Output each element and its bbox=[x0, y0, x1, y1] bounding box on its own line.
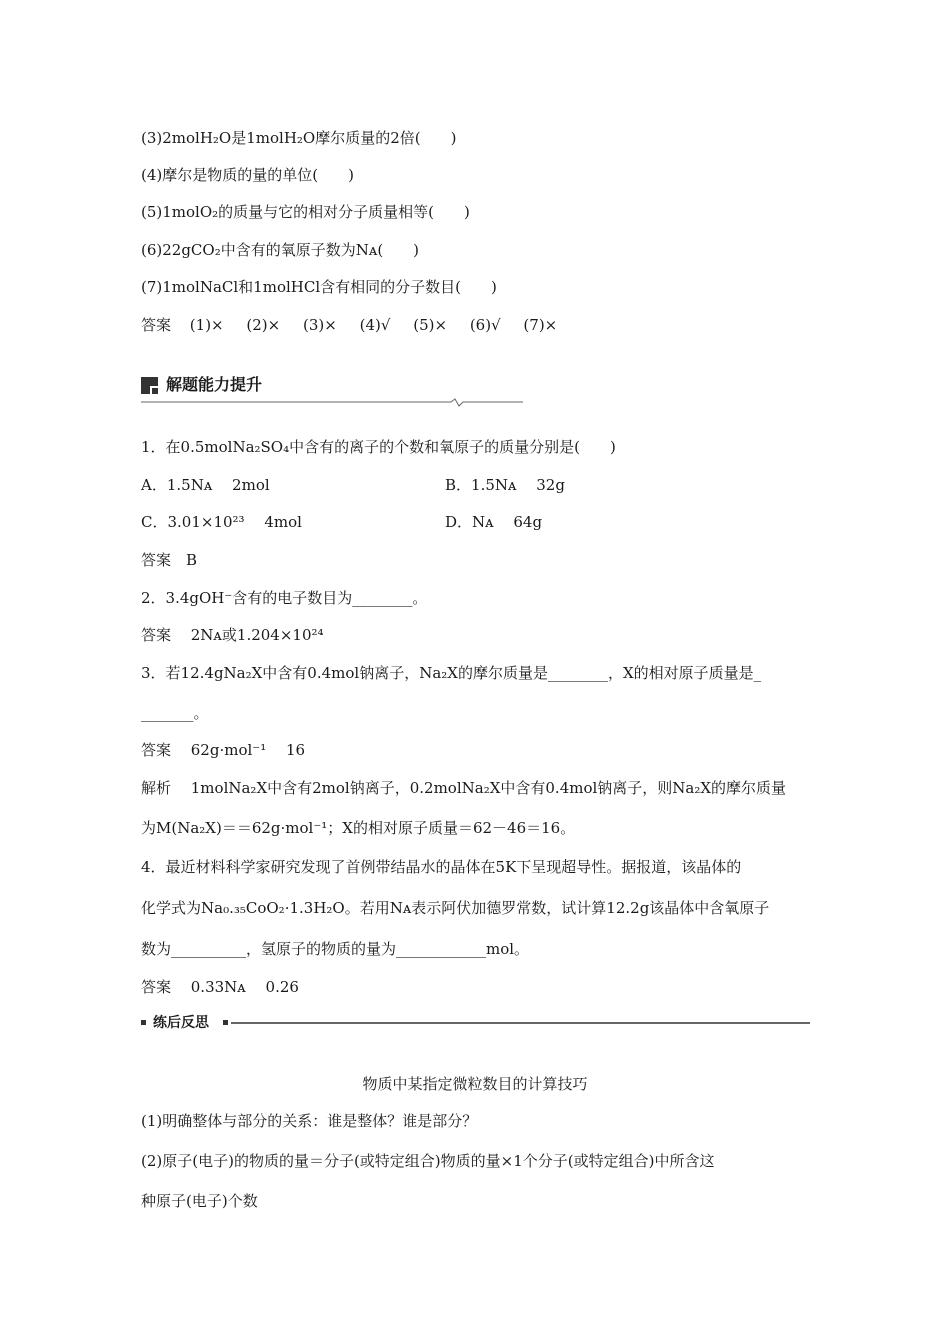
answer-3: (3)× bbox=[303, 316, 337, 334]
item-6: (6)22gCO₂中含有的氧原子数为Nᴀ( ) bbox=[141, 241, 420, 259]
reflection-header bbox=[141, 1013, 810, 1033]
item-3: (3)2molH₂O是1molH₂O摩尔质量的2倍( ) bbox=[141, 129, 457, 147]
reflection-bullet-left bbox=[141, 1020, 146, 1025]
problem-1-stem: 1．在0.5molNa₂SO₄中含有的离子的个数和氧原子的质量分别是( ) bbox=[141, 438, 616, 456]
answer-4: (4)√ bbox=[359, 316, 391, 334]
reflection-heading: 物质中某指定微粒数目的计算技巧 bbox=[362, 1075, 588, 1093]
answer-row-top bbox=[141, 315, 557, 335]
reflection-point-2-line-1: (2)原子(电子)的物质的量＝分子(或特定组合)物质的量×1个分子(或特定组合)中所含这 bbox=[141, 1152, 715, 1170]
section-icon bbox=[141, 377, 158, 394]
problem-3-stem-line-2: _______。 bbox=[141, 704, 209, 722]
answer-1: (1)× bbox=[189, 316, 224, 334]
problem-3-analysis-line-2: 为M(Na₂X)＝＝62g·mol⁻¹；X的相对原子质量＝62－46＝16。 bbox=[141, 819, 576, 837]
problem-4-answer: 答案 0.33Nᴀ 0.26 bbox=[141, 978, 299, 996]
problem-1-answer: 答案 B bbox=[141, 551, 198, 569]
problem-2-answer: 答案 2Nᴀ或1.204×10²⁴ bbox=[141, 626, 324, 644]
problem-4-line-1: 4．最近材料科学家研究发现了首例带结晶水的晶体在5K下呈现超导性。据报道，该晶体的 bbox=[141, 858, 742, 876]
section-header bbox=[141, 374, 523, 404]
answer-7: (7)× bbox=[523, 316, 558, 334]
item-4: (4)摩尔是物质的量的单位( ) bbox=[141, 166, 354, 184]
reflection-point-1: (1)明确整体与部分的关系：谁是整体？谁是部分？ bbox=[141, 1112, 478, 1130]
problem-1-option-b: B．1.5Nᴀ 32g bbox=[445, 476, 565, 494]
problem-1-option-c: C．3.01×10²³ 4mol bbox=[141, 513, 302, 531]
problem-4-line-3: 数为__________，氢原子的物质的量为____________mol。 bbox=[141, 940, 530, 958]
reflection-title: 练后反思 bbox=[153, 1015, 209, 1031]
problem-3-answer: 答案 62g·mol⁻¹ 16 bbox=[141, 741, 306, 759]
item-5: (5)1molO₂的质量与它的相对分子质量相等( ) bbox=[141, 203, 470, 221]
reflection-point-2-line-2: 种原子(电子)个数 bbox=[141, 1192, 258, 1210]
section-rule bbox=[141, 398, 523, 408]
item-7: (7)1molNaCl和1molHCl含有相同的分子数目( ) bbox=[141, 278, 497, 296]
problem-2-stem: 2．3.4gOH⁻含有的电子数目为________。 bbox=[141, 589, 428, 607]
problem-1-option-d: D．Nᴀ 64g bbox=[445, 513, 543, 531]
answer-5: (5)× bbox=[413, 316, 448, 334]
answer-label: 答案 bbox=[141, 316, 172, 334]
problem-1-option-a: A．1.5Nᴀ 2mol bbox=[141, 476, 270, 494]
problem-3-stem-line-1: 3．若12.4gNa₂X中含有0.4mol钠离子，Na₂X的摩尔质量是________，X的相对原子质量是_ bbox=[141, 664, 762, 682]
reflection-rule bbox=[231, 1022, 810, 1024]
section-title: 解题能力提升 bbox=[166, 375, 263, 394]
problem-4-line-2: 化学式为Na₀.₃₅CoO₂·1.3H₂O。若用Nᴀ表示阿伏加德罗常数，试计算12.2g该晶体中含氧原子 bbox=[141, 899, 770, 917]
answer-2: (2)× bbox=[246, 316, 281, 334]
reflection-bullet-right bbox=[223, 1020, 228, 1025]
answer-6: (6)√ bbox=[469, 316, 501, 334]
problem-3-analysis-line-1: 解析 1molNa₂X中含有2mol钠离子，0.2molNa₂X中含有0.4mol钠离子，则Na₂X的摩尔质量 bbox=[141, 779, 787, 797]
